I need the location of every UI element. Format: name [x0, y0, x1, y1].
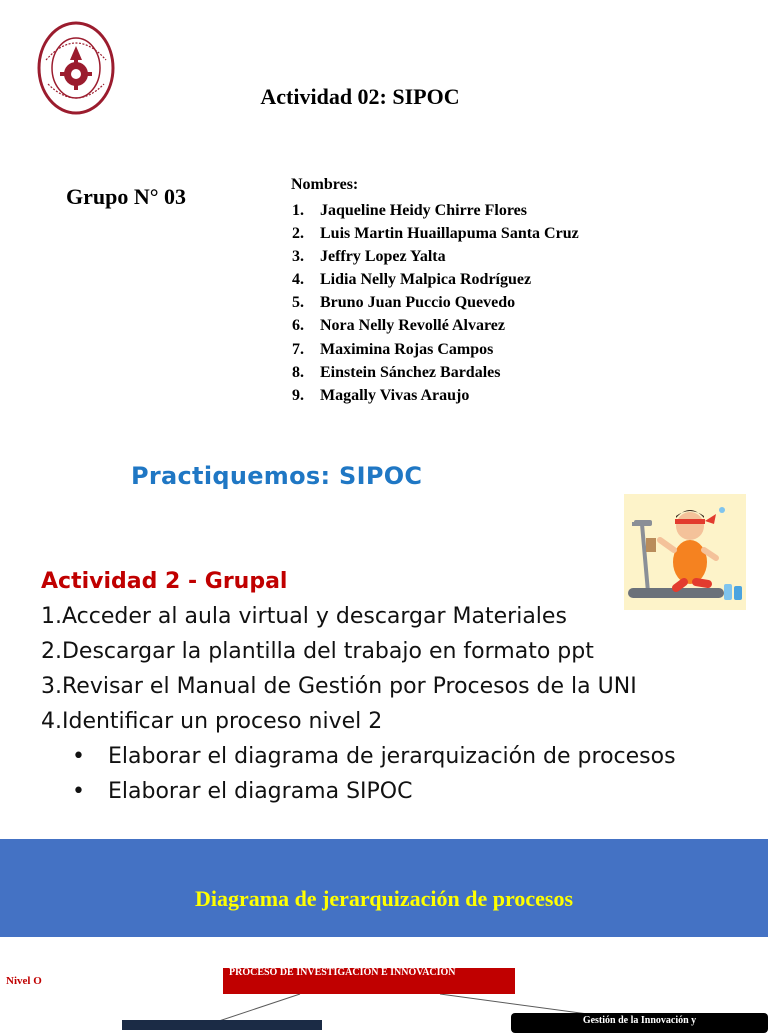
list-item: 7. Maximina Rojas Campos	[292, 340, 494, 358]
practice-title: Practiquemos: SIPOC	[131, 462, 423, 490]
treadmill-runner-icon	[624, 494, 746, 610]
bullet-icon: •	[72, 779, 85, 804]
bullet-item: • Elaborar el diagrama SIPOC	[72, 779, 413, 804]
level-label: Nivel O	[6, 975, 42, 987]
diagram-title: Diagrama de jerarquización de procesos	[194, 886, 574, 911]
step-item: 2.Descargar la plantilla del trabajo en formato ppt	[41, 639, 594, 664]
list-item: 5. Bruno Juan Puccio Quevedo	[292, 294, 516, 312]
list-item: 1. Jaqueline Heidy Chirre Flores	[292, 202, 527, 219]
step-item: 3.Revisar el Manual de Gestión por Procesos de la UNI	[41, 674, 637, 699]
list-item: 8. Einstein Sánchez Bardales	[292, 363, 501, 381]
list-item: 2. Luis Martin Huaillapuma Santa Cruz	[292, 225, 579, 243]
group-number: Grupo N° 03	[66, 184, 187, 209]
names-list	[292, 199, 579, 407]
names-header: Nombres:	[291, 176, 359, 193]
list-item: 4. Lidia Nelly Malpica Rodríguez	[292, 271, 532, 289]
child-process-label: Gestión de la Innovación y	[582, 1015, 697, 1026]
root-process-label: PROCESO DE INVESTIGACION E INNOVACIÓN	[229, 967, 456, 978]
bullet-item: • Elaborar el diagrama de jerarquización de procesos	[72, 744, 676, 769]
slide-title: Actividad 02: SIPOC	[260, 84, 460, 109]
activity-heading: Actividad 2 - Grupal	[41, 569, 288, 594]
child-process-box	[122, 1020, 322, 1030]
list-item: 9. Magally Vivas Araujo	[292, 386, 470, 404]
step-item: 4.Identificar un proceso nivel 2	[41, 709, 383, 734]
step-item: 1.Acceder al aula virtual y descargar Materiales	[41, 604, 567, 629]
list-item: 6. Nora Nelly Revollé Alvarez	[292, 317, 505, 335]
list-item: 3. Jeffry Lopez Yalta	[292, 248, 446, 266]
bullet-icon: •	[72, 744, 85, 769]
